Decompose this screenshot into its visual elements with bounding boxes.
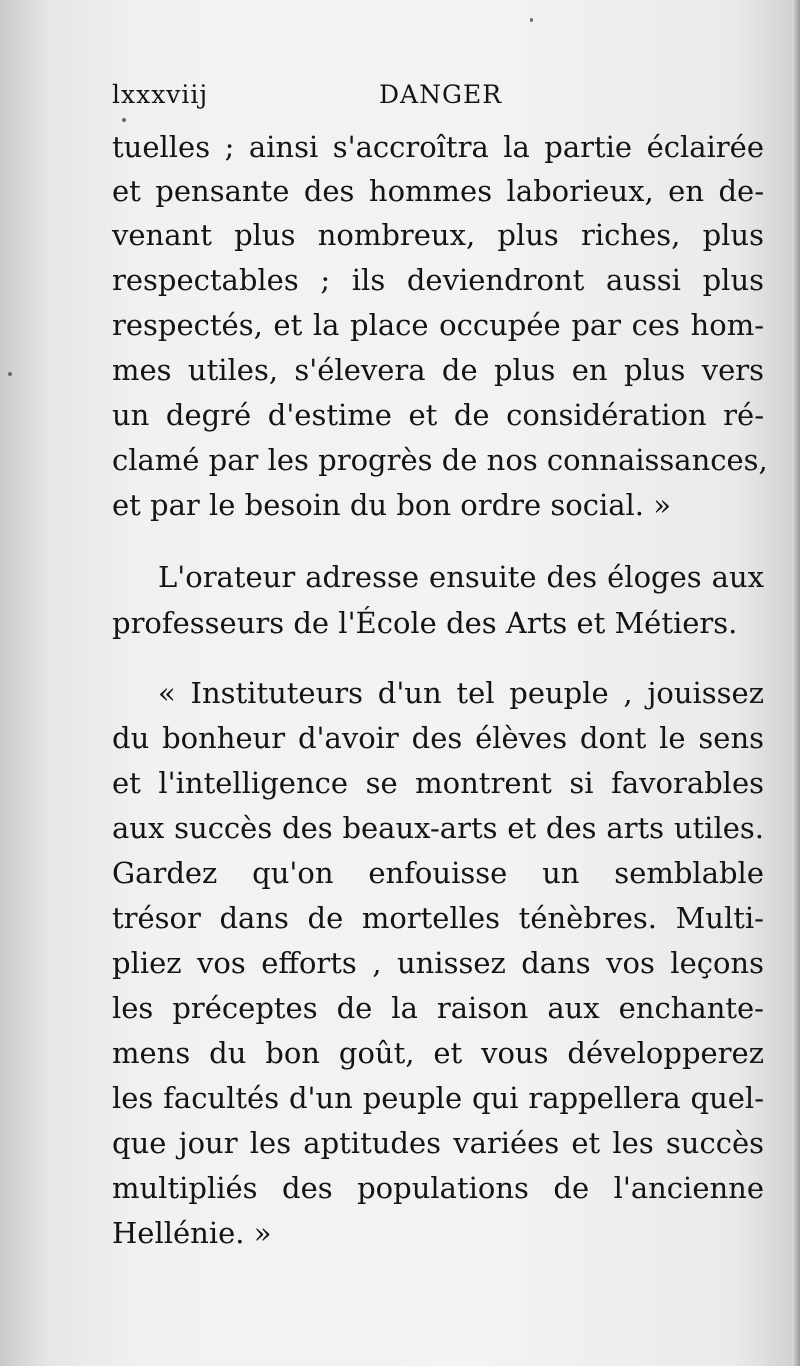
text-line: tuelles ; ainsi s'accroîtra la partie éclairée [112, 130, 764, 164]
text-line: et l'intelligence se montrent si favorables [112, 766, 764, 800]
text-line: Gardez qu'on enfouisse un semblable [112, 856, 764, 890]
text-line: L'orateur adresse ensuite des éloges aux [158, 560, 764, 594]
text-line: et par le besoin du bon ordre social. » [112, 488, 671, 522]
text-line: un degré d'estime et de considération ré- [112, 398, 764, 432]
text-line: professeurs de l'École des Arts et Métiers. [112, 606, 738, 640]
text-line: Hellénie. » [112, 1216, 272, 1250]
ink-speck [530, 18, 533, 22]
text-line: mes utiles, s'élevera de plus en plus vers [112, 353, 764, 387]
text-line: respectables ; ils deviendront aussi plus [112, 263, 764, 297]
text-line: aux succès des beaux-arts et des arts utiles. [112, 811, 764, 845]
text-line: du bonheur d'avoir des élèves dont le sens [112, 721, 764, 755]
text-line: les préceptes de la raison aux enchante- [112, 991, 764, 1025]
ink-speck [8, 372, 12, 376]
page-header [112, 80, 762, 120]
text-line: et pensante des hommes laborieux, en de- [112, 174, 764, 208]
text-line: les facultés d'un peuple qui rappellera quel- [112, 1081, 764, 1115]
running-title: DANGER [379, 80, 503, 109]
text-line: multipliés des populations de l'ancienne [112, 1171, 764, 1205]
text-line: que jour les aptitudes variées et les succès [112, 1126, 764, 1160]
text-line: venant plus nombreux, plus riches, plus [112, 218, 764, 252]
text-line: « Instituteurs d'un tel peuple , jouissez [158, 676, 764, 710]
page-number: lxxxviij [112, 80, 209, 109]
page-edge-shadow [792, 0, 800, 1366]
text-line: pliez vos efforts , unissez dans vos leçons [112, 946, 764, 980]
text-line: clamé par les progrès de nos connaissances, [112, 443, 768, 477]
text-line: mens du bon goût, et vous développerez [112, 1036, 764, 1070]
text-line: trésor dans de mortelles ténèbres. Multi- [112, 901, 764, 935]
text-line: respectés, et la place occupée par ces hom- [112, 308, 764, 342]
